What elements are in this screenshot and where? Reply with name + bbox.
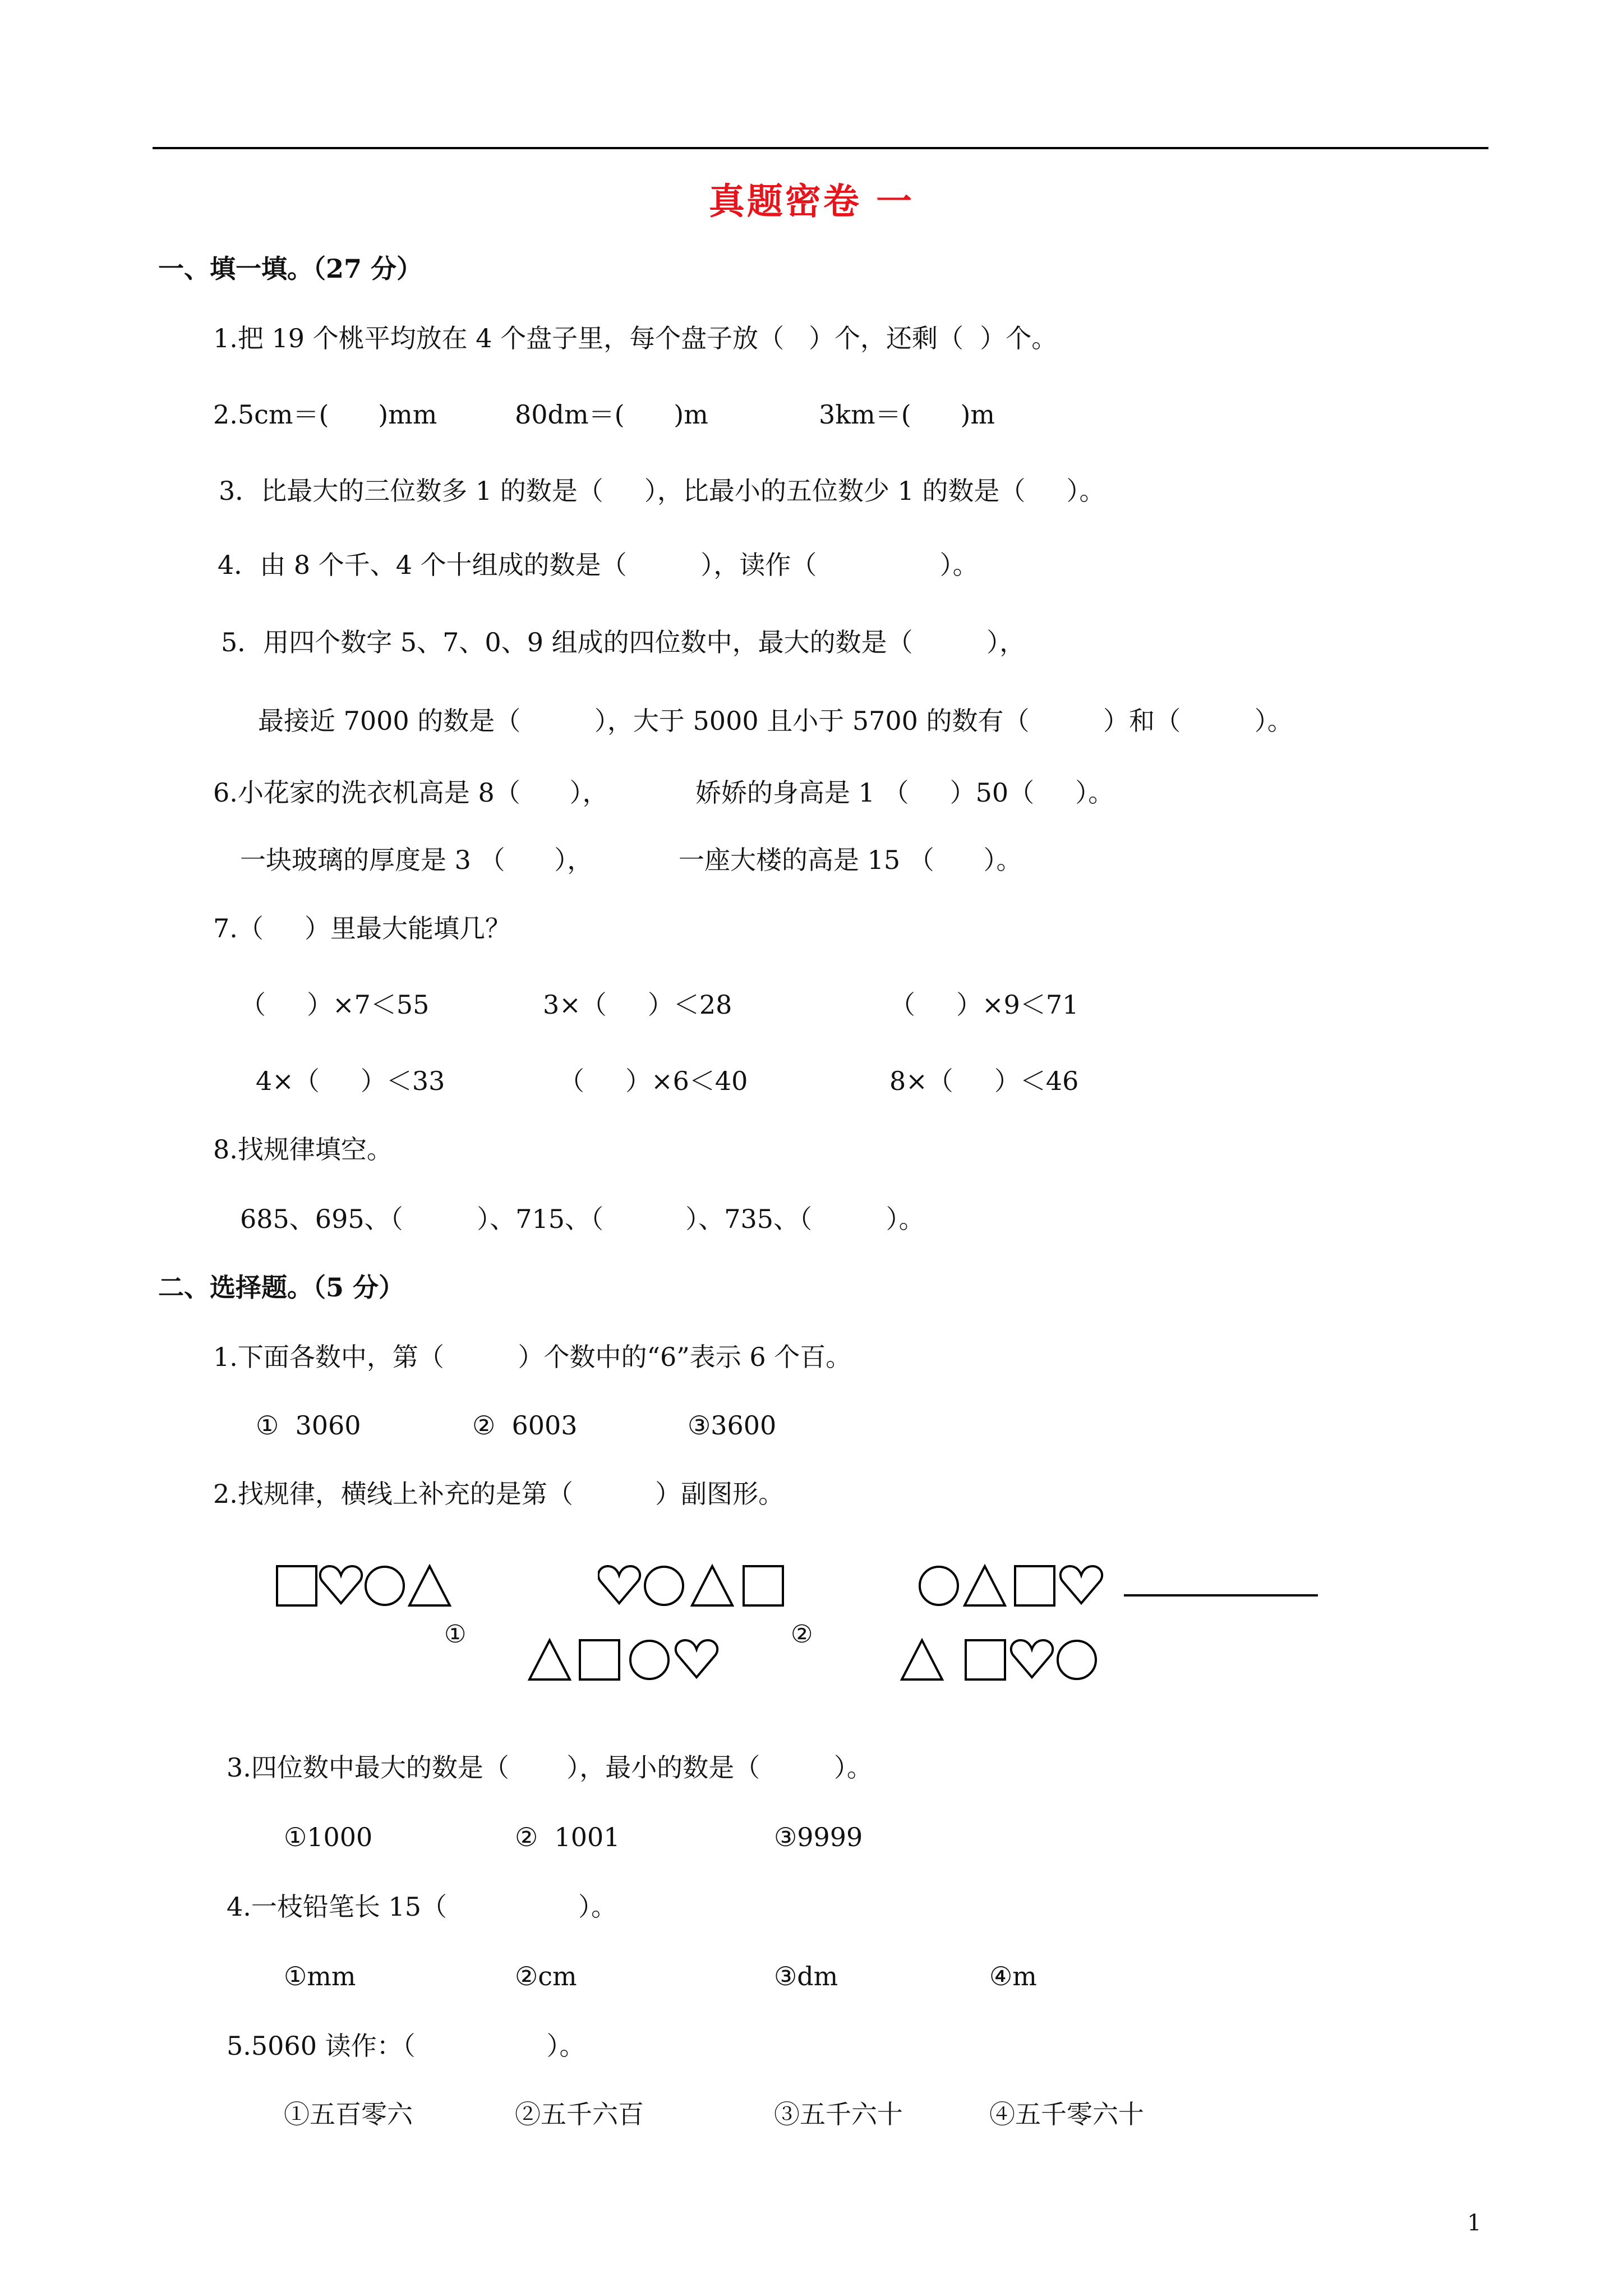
square-icon	[966, 1640, 1005, 1680]
s2-q2: 2.找规律，横线上补充的是第（ ）副图形。	[213, 1479, 785, 1509]
shape-option-1	[527, 1632, 723, 1686]
heart-icon	[320, 1566, 362, 1603]
s1-q7b: 3×（ ）＜28	[543, 990, 732, 1020]
square-icon	[277, 1566, 316, 1605]
s2-q5-opt2: ②五千六百	[515, 2099, 644, 2129]
s2-q5-opt1: ①五百零六	[284, 2099, 413, 2129]
s2-q4-opt3: ③dm	[774, 1961, 838, 1991]
s1-q2c: 3km＝( )m	[819, 399, 995, 430]
section2-heading: 二、选择题。（5 分）	[158, 1272, 405, 1303]
section1-heading: 一、填一填。（27 分）	[158, 254, 423, 284]
s2-q5: 5.5060 读作：（ ）。	[227, 2031, 585, 2061]
s1-q6c: 一块玻璃的厚度是 3 （ ），	[240, 845, 593, 875]
heart-icon	[598, 1566, 640, 1603]
heart-icon	[1061, 1566, 1102, 1603]
s2-q5-opt4: ④五千零六十	[989, 2099, 1144, 2129]
triangle-icon	[965, 1566, 1005, 1605]
square-icon	[580, 1640, 619, 1680]
triangle-icon	[692, 1566, 732, 1605]
circle-icon	[366, 1567, 404, 1605]
s1-q6b: 娇娇的身高是 1 （ ）50（ ）。	[695, 777, 1114, 808]
s1-q2b: 80dm＝( )m	[515, 399, 708, 430]
triangle-icon	[529, 1640, 570, 1680]
s1-q7c: （ ）×9＜71	[889, 990, 1079, 1020]
shape-option-2	[900, 1632, 1113, 1686]
heart-icon	[676, 1640, 717, 1677]
s1-q1: 1.把 19 个桃平均放在 4 个盘子里，每个盘子放（ ）个，还剩（ ）个。	[213, 323, 1058, 353]
shape-sequence-1	[275, 1558, 454, 1612]
header-rule	[153, 147, 1488, 149]
s1-q2a: 2.5cm＝( )mm	[213, 399, 437, 430]
page-title: 真题密卷 一	[708, 181, 915, 223]
s1-q7: 7.（ ）里最大能填几？	[213, 913, 511, 944]
s2-q3-opt3: ③9999	[774, 1822, 863, 1852]
s2-q4-opt4: ④m	[989, 1961, 1037, 1991]
s2-q4-opt1: ①mm	[284, 1961, 356, 1991]
s2-q3: 3.四位数中最大的数是（ ），最小的数是（ ）。	[227, 1752, 873, 1783]
s2-q1: 1.下面各数中，第（ ）个数中的“6”表示 6 个百。	[213, 1342, 852, 1372]
s2-q1-opt3: ③3600	[688, 1410, 777, 1441]
circle-icon	[920, 1567, 958, 1605]
s1-q8: 8.找规律填空。	[213, 1134, 393, 1165]
page-number: 1	[1467, 2210, 1482, 2236]
s1-q4: 4．由 8 个千、4 个十组成的数是（ ），读作（ ）。	[218, 550, 979, 580]
s1-q5b: 最接近 7000 的数是（ ），大于 5000 且小于 5700 的数有（ ）和（ ）。	[258, 706, 1293, 736]
s1-q5a: 5．用四个数字 5、7、0、9 组成的四位数中，最大的数是（ ），	[221, 627, 1026, 657]
shape-sequence-3	[916, 1558, 1107, 1612]
q2-option2-label: ②	[791, 1620, 813, 1649]
answer-blank-line	[1124, 1594, 1318, 1596]
circle-icon	[1058, 1641, 1096, 1679]
shape-sequence-2	[598, 1558, 789, 1612]
s1-q6a: 6.小花家的洗衣机高是 8（ ），	[213, 777, 608, 808]
s1-q7d: 4×（ ）＜33	[256, 1066, 445, 1096]
s1-q6d: 一座大楼的高是 15 （ ）。	[679, 845, 1022, 875]
s2-q4: 4.一枝铅笔长 15（ ）。	[227, 1892, 617, 1922]
s2-q3-opt1: ①1000	[284, 1822, 373, 1852]
s1-q7a: （ ）×7＜55	[240, 990, 430, 1020]
q2-option1-label: ①	[444, 1620, 467, 1649]
triangle-icon	[409, 1566, 450, 1605]
circle-icon	[645, 1567, 683, 1605]
s1-q8a: 685、695、（ ）、715、（ ）、735、（ ）。	[240, 1204, 925, 1234]
s1-q7f: 8×（ ）＜46	[889, 1066, 1079, 1096]
circle-icon	[630, 1641, 668, 1679]
square-icon	[744, 1566, 783, 1605]
s2-q3-opt2: ② 1001	[515, 1822, 620, 1852]
heart-icon	[1011, 1640, 1053, 1677]
square-icon	[1015, 1566, 1054, 1605]
triangle-icon	[902, 1640, 942, 1680]
s2-q1-opt1: ① 3060	[256, 1410, 361, 1441]
s1-q3: 3．比最大的三位数多 1 的数是（ ），比最小的五位数少 1 的数是（ ）。	[219, 476, 1105, 506]
s2-q4-opt2: ②cm	[515, 1961, 577, 1991]
s2-q5-opt3: ③五千六十	[774, 2099, 903, 2129]
s1-q7e: （ ）×6＜40	[559, 1066, 748, 1096]
s2-q1-opt2: ② 6003	[472, 1410, 578, 1441]
